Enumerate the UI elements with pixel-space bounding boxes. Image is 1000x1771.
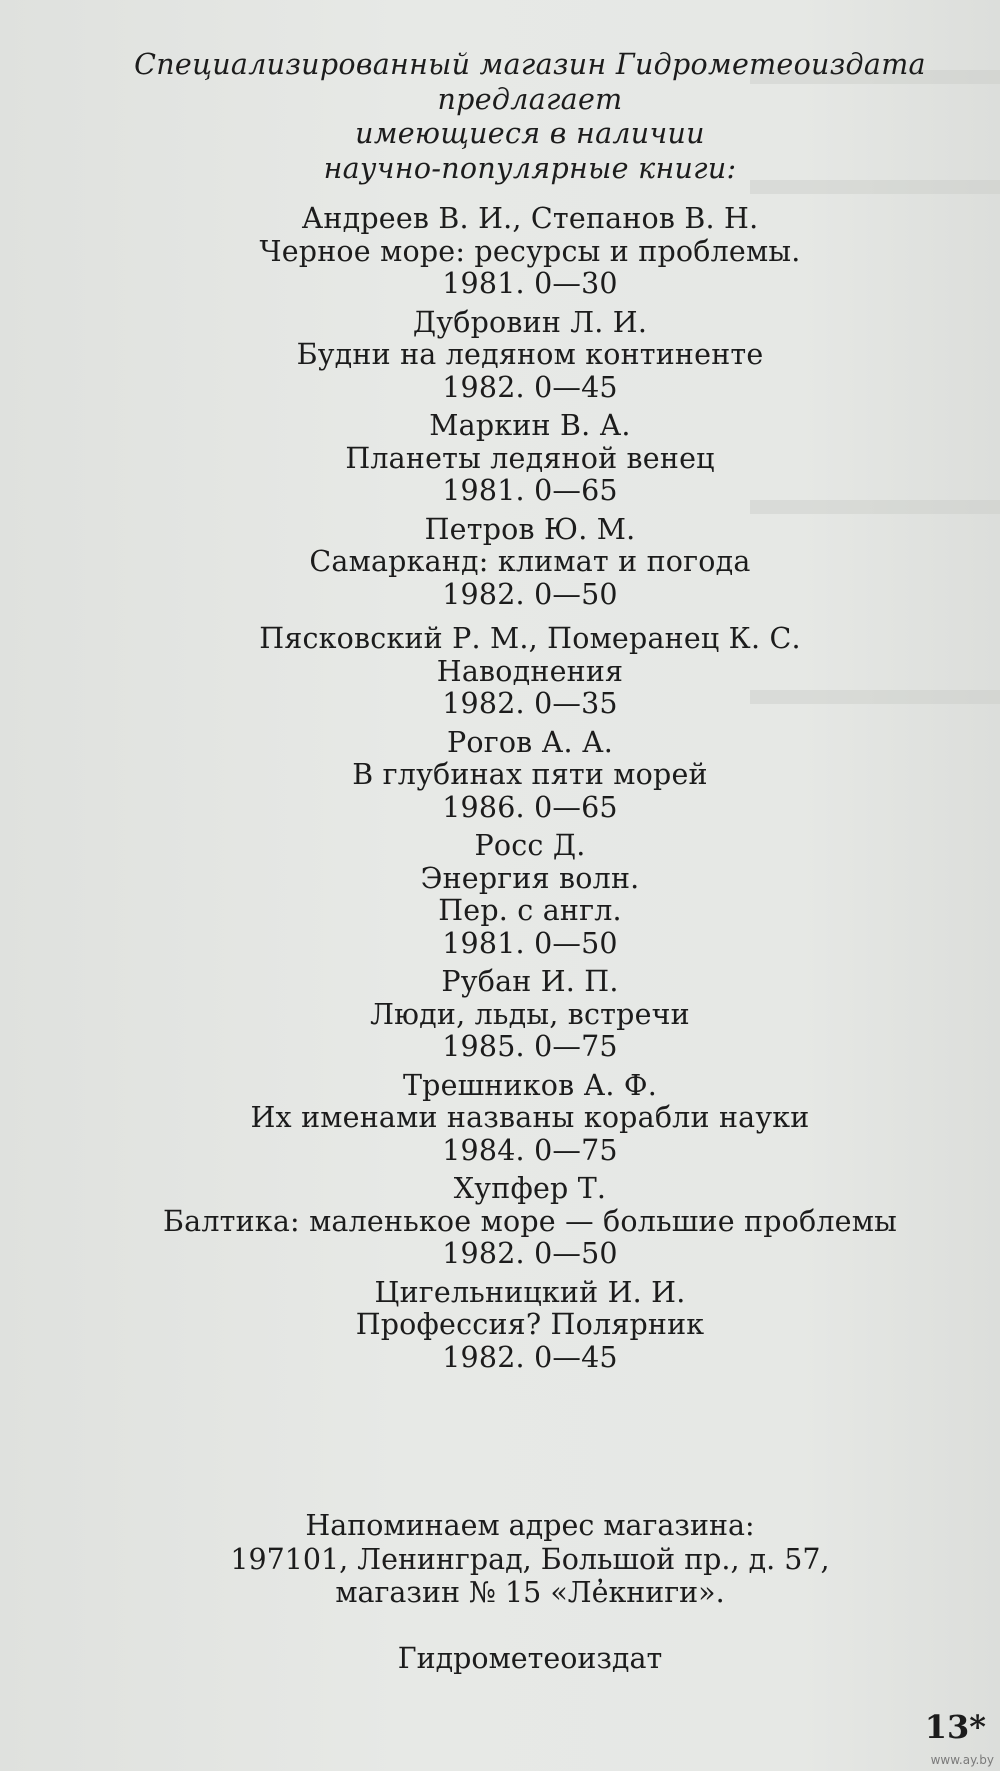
book-entry <box>100 1070 960 1168</box>
header-line: Специализированный магазин Гидрометеоиздата <box>134 48 926 81</box>
header-line: научно-популярные книги: <box>323 151 737 185</box>
book-entry <box>100 203 960 301</box>
book-title: Черное море: ресурсы и проблемы. <box>259 234 801 268</box>
book-title: Балтика: маленькое море — большие проблемы <box>163 1204 897 1238</box>
book-imprint: 1981. 0—65 <box>442 474 618 507</box>
book-title: Люди, льды, встречи <box>370 997 690 1031</box>
book-imprint: 1982. 0—50 <box>442 577 618 611</box>
header-line: предлагает <box>437 82 623 116</box>
address-line: магазин № 15 «Ле̓книги». <box>335 1576 725 1609</box>
watermark: www.ay.by <box>930 1753 994 1767</box>
book-author: Трешников А. Ф. <box>402 1068 658 1102</box>
book-author: Хупфер Т. <box>453 1172 607 1205</box>
book-entry <box>100 727 960 825</box>
book-imprint: 1982. 0—45 <box>442 370 618 404</box>
book-translation-note: Пер. с англ. <box>438 894 622 927</box>
store-address <box>100 1509 960 1610</box>
book-imprint: 1982. 0—45 <box>442 1340 618 1374</box>
book-imprint: 1981. 0—30 <box>442 267 618 300</box>
book-author: Дубровин Л. И. <box>412 305 648 339</box>
book-author: Росс Д. <box>474 829 586 862</box>
page-header <box>100 48 960 186</box>
book-title: Их именами названы корабли науки <box>250 1101 810 1134</box>
book-title: Наводнения <box>436 654 624 688</box>
address-line: 197101, Ленинград, Большой пр., д. 57, <box>230 1542 830 1576</box>
book-imprint: 1984. 0—75 <box>442 1133 618 1167</box>
book-imprint: 1986. 0—65 <box>442 790 618 824</box>
book-author: Цигельницкий И. И. <box>374 1275 686 1309</box>
header-line: имеющиеся в наличии <box>355 117 705 150</box>
book-entry <box>100 410 960 508</box>
book-entry <box>100 307 960 405</box>
book-imprint: 1982. 0—50 <box>442 1237 618 1270</box>
book-author: Рубан И. П. <box>441 965 619 998</box>
book-entry <box>100 830 960 960</box>
book-imprint: 1982. 0—35 <box>442 687 618 720</box>
book-entry <box>100 514 960 612</box>
book-title: Будни на ледяном континенте <box>296 338 764 371</box>
book-author: Маркин В. А. <box>429 409 631 442</box>
book-author: Андреев В. И., Степанов В. Н. <box>301 202 759 235</box>
book-title: Самарканд: климат и погода <box>309 545 751 578</box>
book-title: Энергия волн. <box>420 861 640 895</box>
book-entry <box>100 623 960 721</box>
book-list <box>100 203 960 1380</box>
book-entry <box>100 1173 960 1271</box>
book-imprint: 1985. 0—75 <box>442 1030 618 1063</box>
publisher-name: Гидрометеоиздат <box>397 1642 663 1675</box>
book-imprint: 1981. 0—50 <box>442 926 618 960</box>
address-line: Напоминаем адрес магазина: <box>305 1509 755 1542</box>
book-author: Пясковский Р. М., Померанец К. С. <box>259 622 801 655</box>
book-title: Профессия? Полярник <box>355 1308 705 1341</box>
book-author: Рогов А. А. <box>446 725 614 759</box>
book-entry <box>100 1277 960 1375</box>
page-number: 13* <box>924 1708 986 1746</box>
book-title: Планеты ледяной венец <box>345 441 715 475</box>
book-author: Петров Ю. М. <box>424 512 636 546</box>
book-entry <box>100 966 960 1064</box>
book-title: В глубинах пяти морей <box>352 758 708 791</box>
